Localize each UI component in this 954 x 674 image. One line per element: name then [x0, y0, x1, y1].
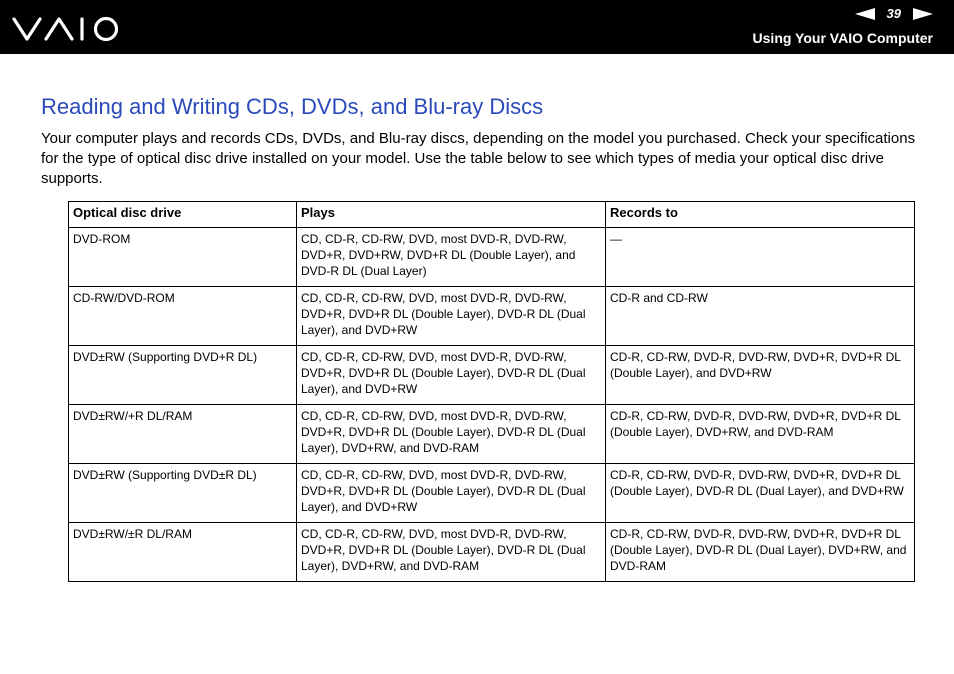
drive-cell: DVD±RW/±R DL/RAM — [69, 523, 297, 582]
plays-cell: CD, CD-R, CD-RW, DVD, most DVD-R, DVD-RW, DVD+R, DVD+R DL (Double Layer), DVD-R DL (Dual Layer), and DVD+RW — [297, 464, 606, 523]
table-row — [69, 464, 915, 523]
page-title: Reading and Writing CDs, DVDs, and Blu-ray Discs — [41, 94, 544, 119]
drive-cell: DVD±RW (Supporting DVD+R DL) — [69, 346, 297, 405]
plays-cell: CD, CD-R, CD-RW, DVD, most DVD-R, DVD-RW, DVD+R, DVD+R DL (Double Layer), DVD-R DL (Dual Layer), and DVD+RW — [297, 287, 606, 346]
vaio-logo — [12, 14, 122, 44]
records-cell: CD-R, CD-RW, DVD-R, DVD-RW, DVD+R, DVD+R DL (Double Layer), DVD+RW, and DVD-RAM — [606, 405, 915, 464]
table-row — [69, 346, 915, 405]
records-cell: CD-R, CD-RW, DVD-R, DVD-RW, DVD+R, DVD+R DL (Double Layer), and DVD+RW — [606, 346, 915, 405]
left-arrow-icon[interactable] — [855, 8, 875, 20]
section-name: Using Your VAIO Computer — [752, 30, 933, 46]
plays-cell: CD, CD-R, CD-RW, DVD, most DVD-R, DVD-RW, DVD+R, DVD+R DL (Double Layer), DVD-R DL (Dual Layer), DVD+RW, and DVD-RAM — [297, 405, 606, 464]
column-header-records: Records to — [606, 202, 915, 228]
plays-cell: CD, CD-R, CD-RW, DVD, most DVD-R, DVD-RW, DVD+R, DVD+R DL (Double Layer), DVD-R DL (Dual Layer), DVD+RW, and DVD-RAM — [297, 523, 606, 582]
records-cell: — — [606, 228, 915, 287]
table-row — [69, 228, 915, 287]
table-row — [69, 287, 915, 346]
table-row — [69, 523, 915, 582]
drive-cell: DVD±RW/+R DL/RAM — [69, 405, 297, 464]
drive-cell: CD-RW/DVD-ROM — [69, 287, 297, 346]
records-cell: CD-R and CD-RW — [606, 287, 915, 346]
plays-cell: CD, CD-R, CD-RW, DVD, most DVD-R, DVD-RW, DVD+R, DVD+RW, DVD+R DL (Double Layer), and DVD-R DL (Dual Layer) — [297, 228, 606, 287]
page-number: 39 — [886, 6, 901, 21]
right-arrow-icon[interactable] — [913, 8, 933, 20]
records-cell: CD-R, CD-RW, DVD-R, DVD-RW, DVD+R, DVD+R DL (Double Layer), DVD-R DL (Dual Layer), DVD+RW, and DVD-RAM — [606, 523, 915, 582]
drive-cell: DVD±RW (Supporting DVD±R DL) — [69, 464, 297, 523]
page-header — [0, 0, 954, 54]
intro-paragraph: Your computer plays and records CDs, DVDs, and Blu-ray discs, depending on the model you purchased. Check your specifications for the type of optical disc drive installed on your model. Use the table below to see which types of media your optical disc drive supports. — [41, 130, 916, 187]
page-navigation — [855, 6, 933, 21]
plays-cell: CD, CD-R, CD-RW, DVD, most DVD-R, DVD-RW, DVD+R, DVD+R DL (Double Layer), DVD-R DL (Dual Layer), and DVD+RW — [297, 346, 606, 405]
drive-cell: DVD-ROM — [69, 228, 297, 287]
disc-support-table — [68, 201, 915, 582]
column-header-plays: Plays — [297, 202, 606, 228]
records-cell: CD-R, CD-RW, DVD-R, DVD-RW, DVD+R, DVD+R DL (Double Layer), DVD-R DL (Dual Layer), and DVD+RW — [606, 464, 915, 523]
column-header-drive: Optical disc drive — [69, 202, 297, 228]
table-row — [69, 405, 915, 464]
table-header-row — [69, 202, 915, 228]
